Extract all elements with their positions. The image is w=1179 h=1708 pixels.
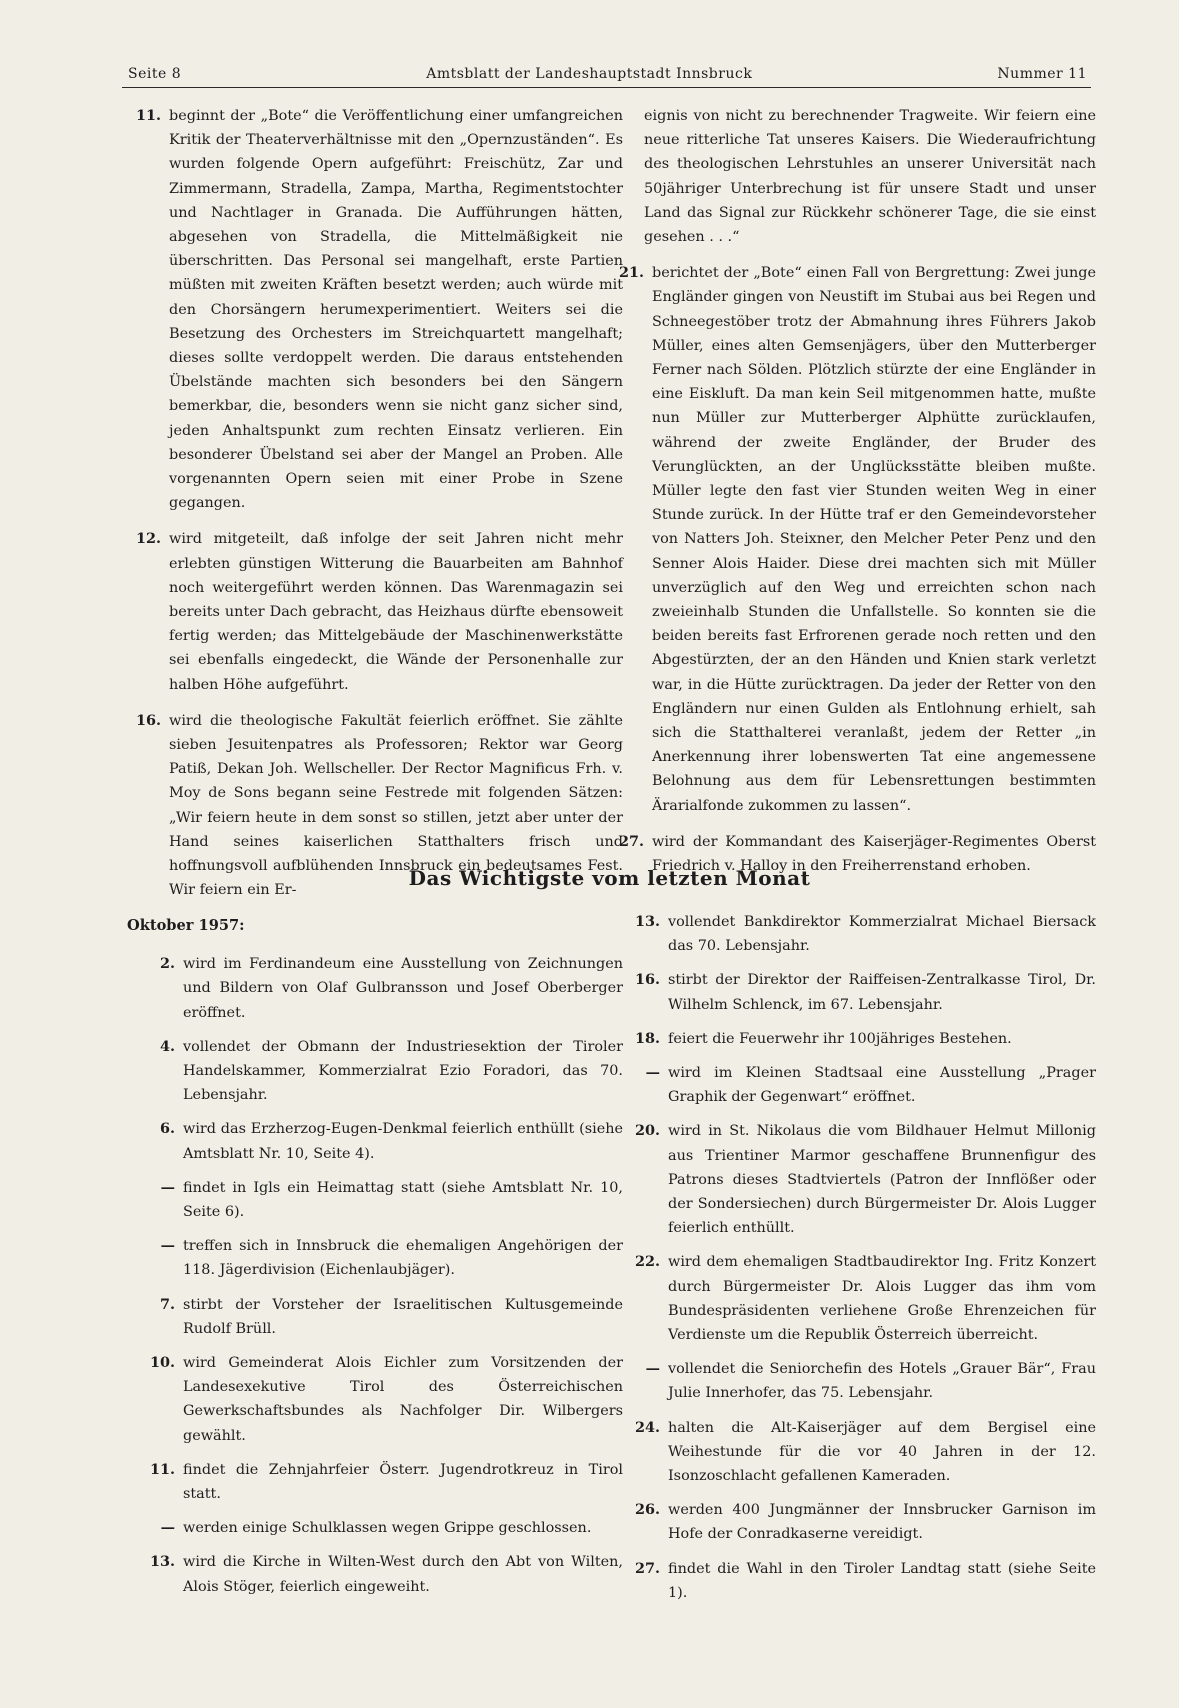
event-day: 11. (149, 1460, 175, 1478)
event-text: werden 400 Jungmänner der Innsbrucker Garnison im Hofe der Conradkaserne vereidigt. (668, 1502, 1096, 1543)
top-left-column (127, 104, 623, 915)
event-text: halten die Alt-Kaiserjäger auf dem Bergisel eine Weihestunde für die vor 40 Jahren in der 12. Isonzoschlacht gefallenen Kameraden. (668, 1419, 1096, 1485)
entry-date: 27. (618, 832, 644, 850)
event-day: 7. (159, 1295, 175, 1313)
event-entry (632, 1357, 1096, 1405)
event-text: findet die Zehnjahrfeier Österr. Jugendrotkreuz in Tirol statt. (183, 1461, 623, 1503)
entry-date: 21. (618, 264, 644, 282)
event-day: — (160, 1237, 175, 1255)
event-day: 2. (159, 955, 175, 973)
event-entry (127, 1351, 623, 1448)
chronicle-entry (600, 261, 1096, 818)
event-day: 20. (634, 1122, 660, 1140)
event-day: 4. (159, 1037, 175, 1055)
event-text: wird die Kirche in Wilten-West durch den Abt von Wilten, Alois Stöger, feierlich eingeweiht. (183, 1554, 623, 1595)
event-text: stirbt der Vorsteher der Israelitischen Kultusgemeinde Rudolf Brüll. (183, 1296, 623, 1337)
event-text: wird im Kleinen Stadtsaal eine Ausstellung „Prager Graphik der Gegenwart“ eröffnet. (668, 1065, 1096, 1106)
event-text: treffen sich in Innsbruck die ehemaligen Angehörigen der 118. Jägerdivision (Eichenlaubjäger). (183, 1238, 623, 1279)
event-text: wird Gemeinderat Alois Eichler zum Vorsitzenden der Landesexekutive Tirol des Österreichischen Gewerkschaftsbundes als Nachfolger Dir. Wilbergers gewählt. (183, 1355, 623, 1444)
event-day: 10. (149, 1354, 175, 1372)
event-entry (632, 1250, 1096, 1347)
event-text: wird dem ehemaligen Stadtbaudirektor Ing. Fritz Konzert durch Bürgermeister Dr. Alois Lugger das ihm vom Bundespräsidenten verliehene Große Ehrenzeichen für Verdienste um die Republik Österreich überreicht. (668, 1254, 1096, 1344)
issue-number: Nummer 11 (997, 66, 1087, 82)
event-day: 24. (634, 1418, 660, 1436)
event-day: 13. (634, 913, 660, 930)
event-entry (127, 1176, 623, 1224)
event-text: vollendet der Obmann der Industriesektion der Tiroler Handelskammer, Kommerzialrat Ezio Foradori, das 70. Lebensjahr. (183, 1038, 623, 1104)
event-entry (127, 1117, 623, 1165)
event-entry (127, 1550, 623, 1598)
event-entry (127, 1516, 623, 1540)
chronicle-entry (127, 527, 623, 696)
event-entry (632, 910, 1096, 958)
event-entry (127, 1458, 623, 1506)
event-text: wird in St. Nikolaus die vom Bildhauer Helmut Millonig aus Trientiner Marmor geschaffene Brunnenfigur des Patrons dieses Stadtviertels (Patron der Innflößer oder der Sondersiechen) durch Bürgermeister Dr. Alois Lugger feierlich enthüllt. (668, 1123, 1096, 1237)
event-entry (632, 1119, 1096, 1240)
event-day: — (160, 1178, 175, 1196)
event-entry (127, 1234, 623, 1282)
event-day: 27. (634, 1559, 660, 1577)
event-text: findet die Wahl in den Tiroler Landtag statt (siehe Seite 1). (668, 1560, 1096, 1601)
event-day: 22. (634, 1253, 660, 1271)
event-text: vollendet Bankdirektor Kommerzialrat Michael Biersack das 70. Lebensjahr. (668, 914, 1096, 955)
bottom-left-column (127, 914, 623, 1609)
entry-text: beginnt der „Bote“ die Veröffentlichung einer umfangreichen Kritik der Theaterverhältnisse mit den „Opernzuständen“. Es wurden folgende Opern aufgeführt: Freischütz, Zar und Zimmermann, Stradella, Zampa, Martha, Regimentstochter und Nachtlager in Granada. Die Aufführungen hätten, abgesehen von Stradella, die Mittelmäßigkeit nie überschritten. Das Personal sei mangelhaft, erste Partien müßten mit zweiten Kräften besetzt werden; auch würde mit den Chorsängern herumexperimentiert. Weiters sei die Besetzung des Orchesters im Streichquartett mangelhaft; dieses sollte verdoppelt werden. Die daraus entstehenden Übelstände machten sich besonders bei den Sängern bemerkbar, die, besonders wenn sie nicht ganz sicher sind, jeden Anhaltspunkt zum rechten Einsatz verlieren. Ein besonderer Übelstand sei aber der Mangel an Proben. Alle vorgenannten Opern seien mit einer Probe in Szene gegangen. (169, 108, 623, 512)
event-entry (632, 1416, 1096, 1489)
event-entry (632, 1557, 1096, 1605)
event-entry (127, 1293, 623, 1341)
event-day: 18. (634, 1029, 660, 1047)
entry-date: 16. (135, 711, 161, 729)
event-text: vollendet die Seniorchefin des Hotels „Grauer Bär“, Frau Julie Innerhofer, das 75. Lebensjahr. (668, 1361, 1096, 1402)
event-day: — (160, 1519, 175, 1537)
page-number: Seite 8 (128, 66, 182, 82)
event-text: werden einige Schulklassen wegen Grippe geschlossen. (183, 1520, 592, 1537)
event-entry (632, 1027, 1096, 1051)
entry-text: berichtet der „Bote“ einen Fall von Bergrettung: Zwei junge Engländer gingen von Neustift im Stubai aus bei Regen und Schneegestöber trotz der Abmahnung ihres Führers Jakob Müller, eines alten Gemsenjägers, über den Mutterberger Ferner nach Sölden. Plötzlich stürzte der eine Engländer in eine Eiskluft. Da man kein Seil mitgenommen hatte, mußte nun Müller zur Mutterberger Alphütte zurücklaufen, während der zweite Engländer, der Bruder des Verunglückten, an der Unglücksstätte bleiben mußte. Müller legte den fast vier Stunden weiten Weg in einer Stunde zurück. In der Hütte traf er den Gemeindevorsteher von Natters Joh. Steixner, den Melcher Peter Penz und den Senner Alois Haider. Diese drei machten sich mit Müller unverzüglich auf den Weg und erreichten schon nach zweieinhalb Stunden die Unfallstelle. So konnten sie die beiden bereits fast Erfrorenen gerade noch retten und den Abgestürzten, der an den Händen und Knien stark verletzt war, in die Hütte zurücktragen. Da jeder der Retter von den Engländern nur einen Gulden als Entlohnung erhielt, sah sich die Statthalterei veranlaßt, jedem der Retter „in Anerkennung ihrer lobenswerten Tat eine angemessene Belohnung aus dem für Lebensrettungen bestimmten Ärarialfonde zukommen zu lassen“. (652, 265, 1096, 814)
entry-text: wird die theologische Fakultät feierlich eröffnet. Sie zählte sieben Jesuitenpatres als Professoren; Rektor war Georg Patiß, Dekan Joh. Wellscheller. Der Rector Magnificus Frh. v. Moy de Sons begann seine Festrede mit folgenden Sätzen: „Wir feiern heute in dem sonst so stillen, jetzt aber unter der Hand seines kaiserlichen Statthalters frisch und hoffnungsvoll aufblühenden Innsbruck ein bedeutsames Fest. Wir feiern ein Er- (169, 712, 623, 899)
event-entry (632, 968, 1096, 1016)
entry-date: 12. (135, 530, 161, 548)
event-text: wird im Ferdinandeum eine Ausstellung von Zeichnungen und Bildern von Olaf Gulbransson und Josef Oberberger eröffnet. (183, 956, 623, 1021)
event-day: 26. (634, 1501, 660, 1519)
event-text: findet in Igls ein Heimattag statt (siehe Amtsblatt Nr. 10, Seite 6). (183, 1179, 623, 1221)
event-day: 6. (159, 1120, 175, 1138)
top-right-column (618, 104, 1096, 890)
event-text: stirbt der Direktor der Raiffeisen-Zentralkasse Tirol, Dr. Wilhelm Schlenck, im 67. Lebensjahr. (668, 972, 1096, 1013)
entry-text: wird der Kommandant des Kaiserjäger-Regimentes Oberst Friedrich v. Halloy in den Freiherrenstand erhoben. (652, 833, 1096, 875)
event-entry (632, 1061, 1096, 1109)
event-day: 16. (634, 971, 660, 989)
page-header (128, 66, 1087, 82)
event-text: feiert die Feuerwehr ihr 100jähriges Bestehen. (668, 1030, 1012, 1047)
bottom-right-column (632, 910, 1096, 1615)
entry-continuation: eignis von nicht zu berechnender Tragweite. Wir feiern eine neue ritterliche Tat unseres Kaisers. Die Wiederaufrichtung des theologischen Lehrstuhles an unserer Universität nach 50jähriger Unterbrechung ist für unsere Stadt und unser Land das Signal zur Rückkehr schönerer Tage, die sie einst gesehen . . .“ (644, 108, 1096, 246)
event-entry (127, 1035, 623, 1108)
event-entry (127, 952, 623, 1025)
publication-title: Amtsblatt der Landeshauptstadt Innsbruck (426, 66, 753, 82)
header-divider (122, 87, 1091, 88)
event-day: 13. (149, 1553, 175, 1571)
section-title: Das Wichtigste vom letzten Monat (408, 866, 811, 890)
event-day: — (645, 1360, 660, 1378)
event-text: wird das Erzherzog-Eugen-Denkmal feierlich enthüllt (siehe Amtsblatt Nr. 10, Seite 4). (183, 1121, 623, 1162)
entry-text: wird mitgeteilt, daß infolge der seit Jahren nicht mehr erlebten günstigen Witterung die Bauarbeiten am Bahnhof noch weitergeführt werden können. Das Warenmagazin sei bereits unter Dach gebracht, das Heizhaus dürfte ebensoweit fertig werden; das Mittelgebäude der Maschinenwerkstätte sei ebenfalls eingedeckt, die Wände der Personenhalle zur halben Höhe aufgeführt. (169, 531, 623, 693)
month-subheading: Oktober 1957: (127, 917, 245, 934)
entry-date: 11. (135, 107, 161, 124)
chronicle-entry (127, 104, 623, 515)
event-entry (632, 1498, 1096, 1546)
event-day: — (645, 1064, 660, 1082)
